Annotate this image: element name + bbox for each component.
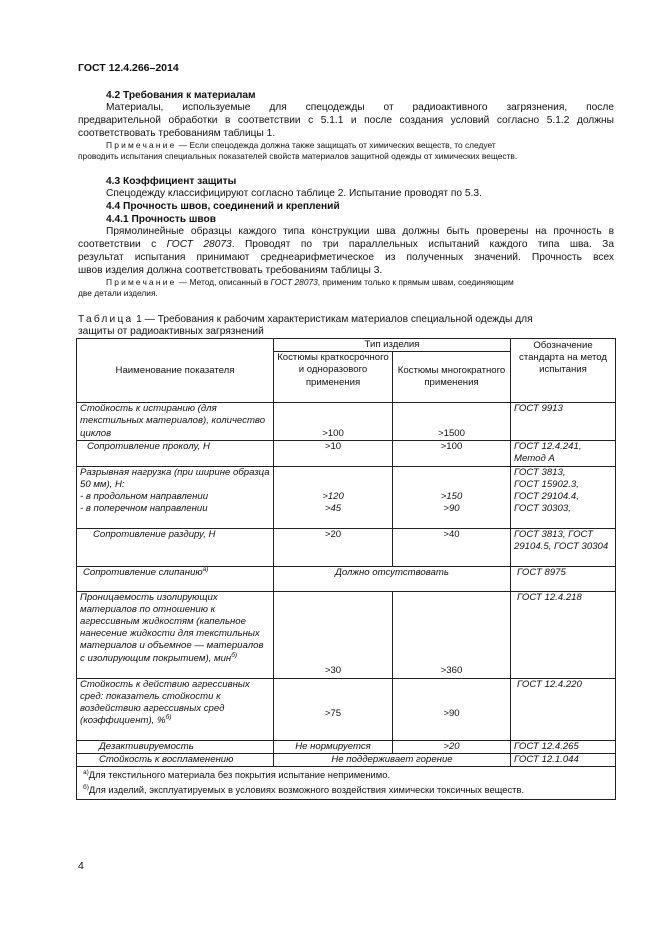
- header-indicator-name: Наименование показателя: [77, 339, 274, 403]
- footnote-a: [83, 769, 612, 781]
- s44-note-line-1: [106, 277, 514, 288]
- header-test-standard: Обозначение стандарта на метод испытания: [511, 339, 616, 403]
- s42-note-text-1: — Если спецодежда должна также защищать от химических веществ, то следует: [176, 140, 496, 150]
- section-4-2-title: 4.2 Требования к материалам: [106, 90, 256, 101]
- row-resistance-short: >75: [274, 678, 393, 740]
- row-decontam-multi: >20: [393, 740, 511, 753]
- row-tensile-std-3: ГОСТ 29104.4,: [514, 491, 579, 503]
- footnote-a-text: Для текстильного материала без покрытия испытание неприменимо.: [88, 769, 391, 781]
- row-tensile-short-trans: >45: [324, 502, 342, 514]
- row-tensile-transverse: - в поперечном направлении: [80, 503, 208, 515]
- table-footnotes: [77, 767, 616, 800]
- row-ignition-std: ГОСТ 12.1.044: [511, 753, 616, 766]
- row-tensile-short-long: >120: [322, 490, 344, 502]
- table-row: [77, 753, 616, 766]
- footnote-b: [83, 784, 612, 796]
- row-tensile-multi-long: >150: [440, 490, 463, 502]
- row-tear-name: Сопротивление раздиру, Н: [77, 528, 274, 566]
- s44-note-text-1b: , применим только к прямым швам, соединяющим: [317, 277, 514, 287]
- row-blocking-name: [77, 566, 274, 591]
- s43-line-1: Спецодежду классифицируют согласно таблице 2. Испытание проводят по 5.3.: [106, 188, 482, 199]
- s44-note-label: Примечание: [106, 277, 177, 287]
- footnote-ref-a: а): [202, 565, 209, 573]
- row-tensile-std-1: ГОСТ 3813,: [514, 466, 566, 478]
- header-short-term-suits: Костюмы краткосрочного и одноразового применения: [274, 352, 393, 403]
- row-abrasion-short: >100: [274, 403, 393, 441]
- row-permeability-short: >30: [274, 591, 393, 678]
- row-puncture-std: ГОСТ 12.4.241, Метод А: [511, 441, 616, 466]
- row-permeability-multi: >360: [393, 591, 511, 678]
- row-decontam-name: Дезактивируемость: [77, 740, 274, 753]
- s42-note-line-1: [106, 140, 496, 151]
- row-abrasion-name: Стойкость к истиранию (для текстильных материалов), количество циклов: [77, 403, 274, 441]
- table-row: [77, 403, 616, 441]
- row-tensile-std-2: ГОСТ 15902.3,: [514, 478, 579, 490]
- s44-line-4: швов изделия должна соответствовать требованиям таблицы 3.: [78, 265, 383, 276]
- section-4-4-title: 4.4 Прочность швов, соединений и креплений: [106, 201, 340, 212]
- row-puncture-name: Сопротивление проколу, Н: [77, 441, 274, 466]
- row-tensile-multi: [393, 466, 511, 528]
- s42-line-3: соответствовать требованиям таблицы 1.: [78, 128, 276, 139]
- s44-line-2: [78, 238, 614, 251]
- gost-28073-ref: ГОСТ 28073: [166, 239, 232, 250]
- row-puncture-multi: >100: [393, 441, 511, 466]
- row-tensile-std-4: ГОСТ 30303,: [514, 503, 571, 515]
- row-tensile-name: [77, 466, 274, 528]
- footnote-b-mark: б): [83, 783, 89, 791]
- s44-line-2b: . Проводят по три параллельных испытаний каждого типа шва. За: [231, 239, 615, 250]
- row-ignition-name: Стойкость к воспламенению: [77, 753, 274, 766]
- row-resistance-label: Стойкость к действию агрессивных сред: показатель стойкости к воздействию агрессивных сред (коэффициент), %: [80, 678, 250, 727]
- row-tensile-short: [274, 466, 393, 528]
- row-puncture-short: >10: [274, 441, 393, 466]
- s42-line-2: предварительной обработки в соответствии с 5.1.1 и после создания условий согласно 5.1.2 должны: [78, 115, 614, 126]
- document-header: ГОСТ 12.4.266–2014: [78, 62, 179, 74]
- row-abrasion-multi: >1500: [393, 403, 511, 441]
- table-header-row-1: [77, 339, 616, 352]
- s42-note-label: Примечание: [106, 140, 177, 150]
- row-decontam-std: ГОСТ 12.4.265: [511, 740, 616, 753]
- row-resistance-std: ГОСТ 12.4.220: [511, 678, 616, 740]
- table-row: [77, 740, 616, 753]
- table-row: [77, 566, 616, 591]
- row-blocking-std: ГОСТ 8975: [511, 566, 616, 591]
- table-row: [77, 466, 616, 528]
- table-caption-line-2: защиты от радиоактивных загрязнений: [78, 326, 264, 337]
- row-tensile-title: Разрывная нагрузка (при ширине образца 50 мм), Н:: [80, 466, 270, 490]
- page-number: 4: [78, 860, 84, 872]
- row-tear-multi: >40: [393, 528, 511, 566]
- row-resistance-multi: >90: [393, 678, 511, 740]
- s44-note-line-2: две детали изделия.: [78, 288, 158, 298]
- row-tear-short: >20: [274, 528, 393, 566]
- footnote-ref-b: б): [231, 651, 238, 659]
- row-ignition-value: Не поддерживает горение: [274, 753, 511, 766]
- footnote-a-mark: а): [83, 768, 89, 776]
- table-row: [77, 591, 616, 678]
- row-decontam-short: Не нормируется: [274, 740, 393, 753]
- section-4-3-title: 4.3 Коэффициент защиты: [106, 176, 237, 187]
- s42-line-1: Материалы, используемые для спецодежды от радиоактивного загрязнения, после: [106, 102, 614, 113]
- s44-note-text-1a: — Метод, описанный в: [176, 277, 271, 287]
- table-row: [77, 441, 616, 466]
- row-blocking-label: Сопротивление слипанию: [83, 566, 203, 578]
- header-product-type: Тип изделия: [274, 339, 511, 352]
- s44-line-2a: соответствии с: [78, 239, 167, 250]
- row-permeability-label: Проницаемость изолирующих материалов по отношению к агрессивным жидкостям (капельное нанесение жидкости для текстильных материалов и объемное — материалов с изолирующим покрытием), мин: [80, 591, 264, 664]
- s44-line-1: Прямолинейные образцы каждого типа конструкции шва должны быть проверены на прочность в: [106, 226, 614, 237]
- row-abrasion-std: ГОСТ 9913: [511, 403, 616, 441]
- row-permeability-std: ГОСТ 12.4.218: [511, 591, 616, 678]
- row-tensile-std: [511, 466, 616, 528]
- s44-note-ref: ГОСТ 28073: [270, 277, 318, 287]
- requirements-table: [76, 338, 616, 800]
- table-caption-label: Таблица: [78, 314, 134, 325]
- row-tensile-longitudinal: - в продольном направлении: [80, 491, 209, 503]
- row-resistance-name: [77, 678, 274, 740]
- row-tensile-multi-trans: >90: [443, 502, 460, 514]
- footnote-ref-b: б): [165, 714, 172, 722]
- table-row: [77, 528, 616, 566]
- row-tear-std: ГОСТ 3813, ГОСТ 29104.5, ГОСТ 30304: [511, 528, 616, 566]
- row-permeability-name: [77, 591, 274, 678]
- footnotes-cell: [77, 767, 616, 800]
- header-reusable-suits: Костюмы многократного применения: [393, 352, 511, 403]
- table-caption-text-1: 1 — Требования к рабочим характеристикам материалов специальной одежды для: [133, 314, 533, 325]
- s42-note-line-2: проводить испытания специальных показателей свойств материалов защитной одежды от химических веществ.: [78, 151, 518, 161]
- footnote-b-text: Для изделий, эксплуатируемых в условиях возможного воздействия химически токсичных веществ.: [88, 784, 525, 796]
- section-4-4-1-title: 4.4.1 Прочность швов: [106, 214, 217, 225]
- row-blocking-value: Должно отсутствовать: [274, 566, 511, 591]
- s44-line-3: результат испытания принимают среднеарифметическое из полученных значений. Прочность всех: [78, 252, 614, 263]
- table-row: [77, 678, 616, 740]
